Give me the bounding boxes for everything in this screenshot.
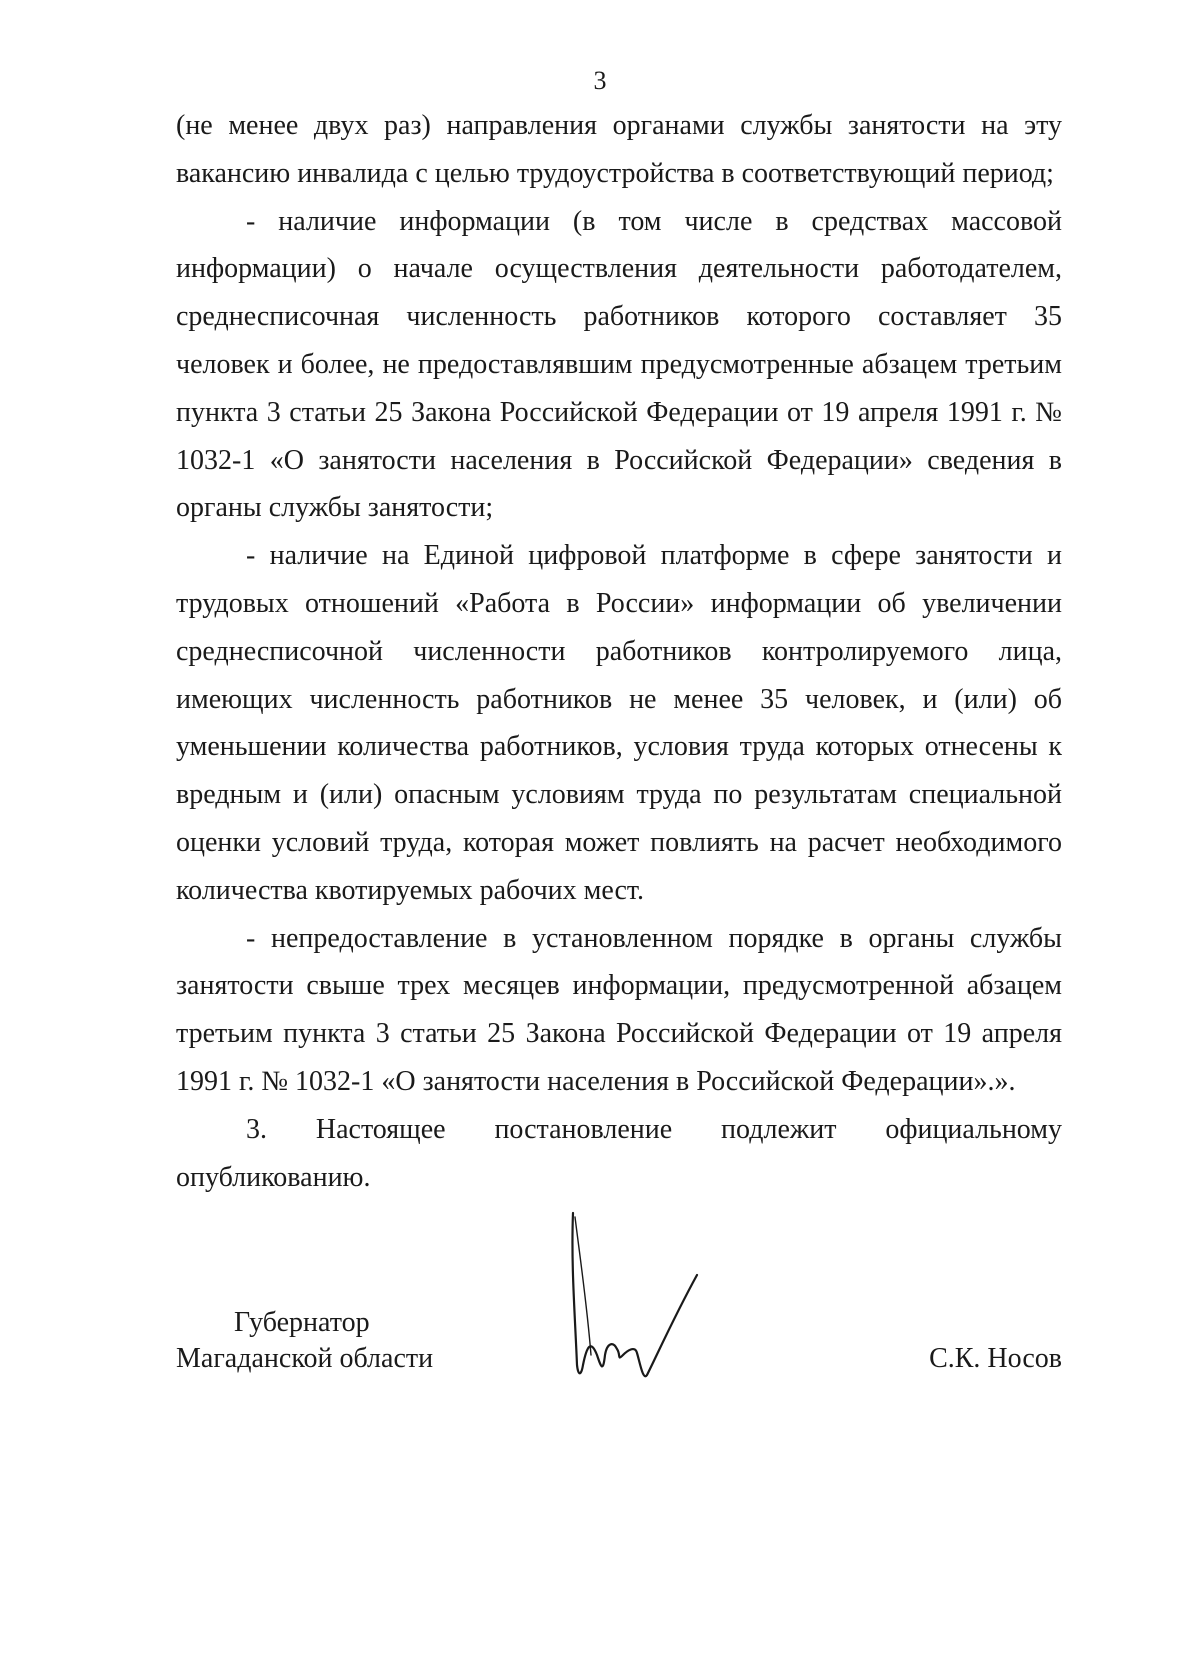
paragraph-publication: 3. Настоящее постановление подлежит официальному опубликованию.	[176, 1113, 1062, 1193]
handwritten-signature	[565, 1205, 745, 1395]
signatory-name: С.К. Носов	[929, 1343, 1062, 1374]
paragraph-digital-platform: - наличие на Единой цифровой платформе в сфере занятости и трудовых отношений «Работа в России» информации об увеличении среднесписочной численности работников контролируемого лица, имеющих численность работников не менее 35 человек, и (или) об уменьшении количества работников, условия труда которых отнесены к вредным и (или) опасным условиям труда по результатам специальной оценки условий труда, которая может повлиять на расчет необходимого количества квотируемых рабочих мест.	[176, 540, 1062, 906]
paragraph-mass-media-info: - наличие информации (в том числе в средствах массовой информации) о начале осуществления деятельности работодателем, среднесписочная численность работников которого составляет 35 человек и более, не предоставлявшим предусмотренные абзацем третьим пункта 3 статьи 25 Закона Российской Федерации от 19 апреля 1991 г. № 1032-1 «О занятости населения в Российской Федерации» сведения в органы службы занятости;	[176, 205, 1062, 524]
signatory-title: Губернатор	[234, 1307, 370, 1338]
paragraph-non-submission: - непредоставление в установленном порядке в органы службы занятости свыше трех месяцев информации, предусмотренной абзацем третьим пункта 3 статьи 25 Закона Российской Федерации от 19 апреля 1991 г. № 1032-1 «О занятости населения в Российской Федерации».».	[176, 922, 1062, 1097]
signatory-position	[176, 1305, 433, 1377]
signatory-region: Магаданской области	[176, 1343, 434, 1374]
document-body	[176, 102, 1062, 1201]
page-number: 3	[593, 66, 607, 95]
paragraph-continuation: (не менее двух раз) направления органами службы занятости на эту вакансию инвалида с целью трудоустройства в соответствующий период;	[176, 110, 1062, 189]
